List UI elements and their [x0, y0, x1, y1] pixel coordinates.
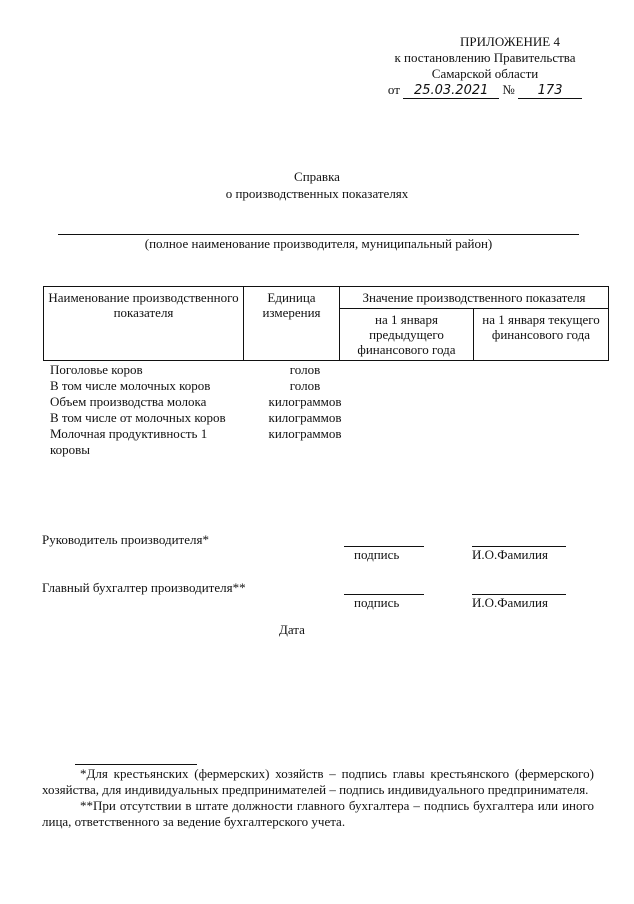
table-row: [50, 394, 370, 410]
accountant-signature-caption: подпись: [354, 595, 400, 610]
row-name: Объем производства молока: [50, 394, 207, 409]
row-name: Молочная продуктивность 1 коровы: [50, 426, 208, 457]
footnote-2: **При отсутствии в штате должности главного бухгалтера – подпись бухгалтера или иного лица, ответственного за ведение бухгалтерского учета.: [42, 798, 594, 829]
producer-name-hint: (полное наименование производителя, муниципальный район): [144, 236, 493, 251]
row-unit: килограммов: [268, 394, 342, 409]
appendix-line-2: Самарской области: [431, 66, 539, 81]
number-prefix: №: [502, 82, 515, 97]
header-unit: Единица измерения: [244, 287, 340, 361]
table-row: [50, 426, 370, 458]
row-name: Поголовье коров: [50, 362, 143, 377]
header-indicator-name: Наименование производственного показателя: [44, 287, 244, 361]
document-subtitle: о производственных показателях: [225, 186, 409, 201]
header-value: Значение производственного показателя: [340, 287, 609, 309]
appendix-title: ПРИЛОЖЕНИЕ 4: [460, 34, 560, 49]
decree-date: 25.03.2021: [403, 84, 499, 99]
header-prev-year: на 1 января предыдущего финансового года: [340, 309, 474, 361]
row-unit: голов: [289, 378, 321, 393]
row-unit: килограммов: [268, 426, 342, 441]
head-signature-caption: подпись: [354, 547, 400, 562]
date-prefix: от: [387, 82, 400, 97]
decree-reference: [380, 82, 590, 99]
head-name-caption: И.О.Фамилия: [472, 547, 548, 562]
appendix-header: [380, 34, 590, 99]
indicator-rows: [50, 362, 370, 458]
table-row: [50, 410, 370, 426]
accountant-name-caption: И.О.Фамилия: [472, 595, 548, 610]
document-title: Справка: [294, 169, 340, 184]
row-name: В том числе от молочных коров: [50, 410, 226, 425]
footnotes: [42, 766, 594, 830]
indicators-table: [43, 286, 609, 361]
footnote-separator: [75, 764, 197, 765]
head-signature-label: Руководитель производителя*: [42, 532, 209, 547]
table-row: [50, 378, 370, 394]
header-curr-year: на 1 января текущего финансового года: [474, 309, 609, 361]
accountant-signature-label: Главный бухгалтер производителя**: [42, 580, 246, 595]
producer-name-line: [58, 234, 579, 235]
decree-number: 173: [518, 84, 582, 99]
row-unit: килограммов: [268, 410, 342, 425]
appendix-line-1: к постановлению Правительства: [394, 50, 576, 65]
table-row: [50, 362, 370, 378]
date-label: Дата: [279, 622, 305, 637]
footnote-1: *Для крестьянских (фермерских) хозяйств – подпись главы крестьянского (фермерского) хозяйства, для индивидуальных предпринимателей – подпись индивидуального предпринимателя.: [42, 766, 594, 797]
row-name: В том числе молочных коров: [50, 378, 211, 393]
row-unit: голов: [289, 362, 321, 377]
